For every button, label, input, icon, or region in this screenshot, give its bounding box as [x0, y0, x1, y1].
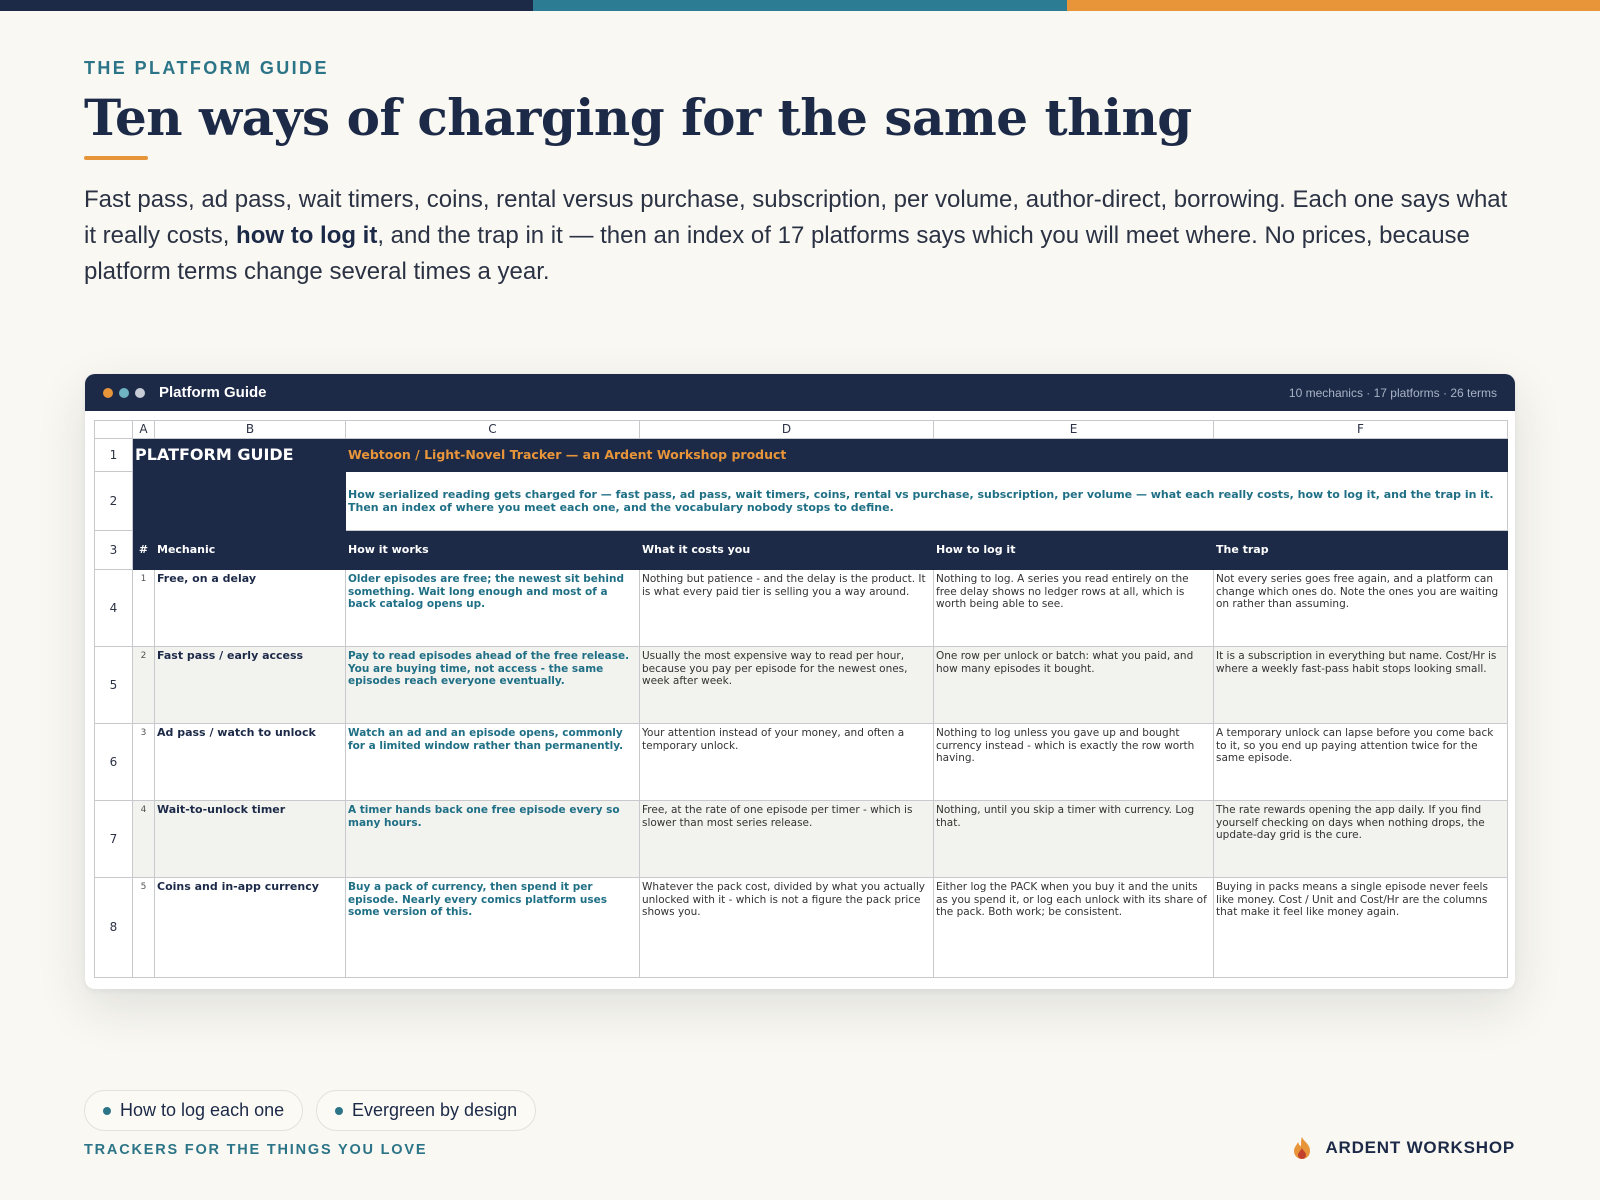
title-underline — [84, 156, 148, 160]
table-row — [95, 724, 1508, 801]
header-cell-how[interactable]: How it works — [346, 531, 640, 570]
mechanic-number[interactable]: 1 — [133, 570, 155, 647]
column-header[interactable]: C — [346, 421, 640, 439]
how-it-works-cell[interactable]: Buy a pack of currency, then spend it per episode. Nearly every comics platform uses some version of this. — [346, 878, 640, 978]
row-number[interactable]: 5 — [95, 647, 133, 724]
pill-dot — [103, 1107, 111, 1115]
row-number[interactable]: 8 — [95, 878, 133, 978]
intro-text-start: Fast pass, ad pass, wait timers, coins, rental versus purchase, subscription, per volume, author-direct, borrowing. Each one says what it really costs, — [84, 186, 1508, 249]
column-header[interactable]: B — [155, 421, 346, 439]
header-cell-trap[interactable]: The trap — [1214, 531, 1508, 570]
column-header[interactable]: E — [934, 421, 1214, 439]
table-row — [95, 801, 1508, 878]
column-header-row — [95, 421, 1508, 439]
mechanic-number[interactable]: 4 — [133, 801, 155, 878]
cost-cell[interactable]: Your attention instead of your money, and often a temporary unlock. — [640, 724, 934, 801]
trap-cell[interactable]: It is a subscription in everything but name. Cost/Hr is where a weekly fast-pass habit stops looking small. — [1214, 647, 1508, 724]
header-cell-hash[interactable]: # — [133, 531, 155, 570]
table-row — [95, 878, 1508, 978]
cost-cell[interactable]: Usually the most expensive way to read per hour, because you pay per episode for the newest ones, week after week. — [640, 647, 934, 724]
mechanic-number[interactable]: 3 — [133, 724, 155, 801]
trap-cell[interactable]: Buying in packs means a single episode never feels like money. Cost / Unit and Cost/Hr are the columns that make it feel like money again. — [1214, 878, 1508, 978]
intro-text-bold: how to log it — [236, 222, 378, 249]
pill-dot — [335, 1107, 343, 1115]
window-title: Platform Guide — [159, 384, 267, 401]
trap-cell[interactable]: The rate rewards opening the app daily. If you find yourself checking on days when nothing drops, the update-day grid is the cure. — [1214, 801, 1508, 878]
top-accent-bar — [0, 0, 1600, 11]
how-it-works-cell[interactable]: Pay to read episodes ahead of the free release. You are buying time, not access - the same episodes reach everyone eventually. — [346, 647, 640, 724]
table-row — [95, 647, 1508, 724]
row-number[interactable]: 6 — [95, 724, 133, 801]
header-cell-log[interactable]: How to log it — [934, 531, 1214, 570]
cost-cell[interactable]: Whatever the pack cost, divided by what you actually unlocked with it - which is not a figure the pack price shows you. — [640, 878, 934, 978]
intro-text-end: , and the trap in it — then an index of 17 platforms says which you will meet where. No prices, because platform terms change several times a year. — [84, 222, 1470, 285]
how-it-works-cell[interactable]: A timer hands back one free episode every so many hours. — [346, 801, 640, 878]
log-cell[interactable]: Nothing, until you skip a timer with currency. Log that. — [934, 801, 1214, 878]
footer-brand — [1291, 1136, 1515, 1160]
accent-segment-navy — [0, 0, 533, 11]
pill-evergreen[interactable] — [316, 1090, 536, 1131]
how-it-works-cell[interactable]: Watch an ad and an episode opens, commonly for a limited window rather than permanently. — [346, 724, 640, 801]
sheet-subtitle-cell[interactable]: Webtoon / Light-Novel Tracker — an Ardent Workshop product — [346, 439, 1508, 472]
header-cell-cost[interactable]: What it costs you — [640, 531, 934, 570]
mechanic-name[interactable]: Fast pass / early access — [155, 647, 346, 724]
log-cell[interactable]: Nothing to log. A series you read entirely on the free delay shows no ledger rows at all, which is worth being able to see. — [934, 570, 1214, 647]
window-titlebar — [85, 374, 1515, 411]
mechanic-number[interactable]: 2 — [133, 647, 155, 724]
window-dot-grey[interactable] — [135, 388, 145, 398]
table-row — [95, 570, 1508, 647]
log-cell[interactable]: One row per unlock or batch: what you paid, and how many episodes it bought. — [934, 647, 1214, 724]
accent-segment-orange — [1067, 0, 1600, 11]
column-header[interactable]: D — [640, 421, 934, 439]
column-header[interactable]: F — [1214, 421, 1508, 439]
header-cell-mechanic[interactable]: Mechanic — [155, 531, 346, 570]
sheet-row — [95, 439, 1508, 472]
pill-label: Evergreen by design — [352, 1100, 518, 1120]
sheet-navy-cell[interactable] — [133, 472, 346, 531]
window-meta: 10 mechanics · 17 platforms · 26 terms — [1288, 385, 1497, 400]
accent-segment-teal — [533, 0, 1066, 11]
cost-cell[interactable]: Nothing but patience - and the delay is the product. It is what every paid tier is selling you a way around. — [640, 570, 934, 647]
row-number[interactable]: 7 — [95, 801, 133, 878]
flame-icon — [1291, 1136, 1313, 1160]
footer-tagline: TRACKERS FOR THE THINGS YOU LOVE — [84, 1142, 428, 1158]
spreadsheet-window — [85, 374, 1515, 989]
corner-cell[interactable] — [95, 421, 133, 439]
sheet-header-row — [95, 531, 1508, 570]
pill-log-each-one[interactable] — [84, 1090, 303, 1131]
column-header[interactable]: A — [133, 421, 155, 439]
log-cell[interactable]: Either log the PACK when you buy it and the units as you spend it, or log each unlock with its share of the pack. Both work; be consistent. — [934, 878, 1214, 978]
sheet-row — [95, 472, 1508, 531]
intro-paragraph — [84, 182, 1524, 290]
page-title: Ten ways of charging for the same thing — [84, 88, 1192, 147]
mechanic-name[interactable]: Free, on a delay — [155, 570, 346, 647]
mechanic-number[interactable]: 5 — [133, 878, 155, 978]
cost-cell[interactable]: Free, at the rate of one episode per timer - which is slower than most series release. — [640, 801, 934, 878]
trap-cell[interactable]: A temporary unlock can lapse before you come back to it, so you end up paying attention twice for the same episode. — [1214, 724, 1508, 801]
spreadsheet-grid — [94, 420, 1508, 978]
window-dot-orange[interactable] — [103, 388, 113, 398]
sheet-description-cell[interactable]: How serialized reading gets charged for — fast pass, ad pass, wait timers, coins, rental vs purchase, subscription, per volume — what each really costs, how to log it, and the trap in it. Then an index of where you meet each one, and the vocabulary nobody stops to define. — [346, 472, 1508, 531]
window-dot-teal[interactable] — [119, 388, 129, 398]
footer-brand-name: ARDENT WORKSHOP — [1325, 1138, 1515, 1157]
log-cell[interactable]: Nothing to log unless you gave up and bought currency instead - which is exactly the row worth having. — [934, 724, 1214, 801]
how-it-works-cell[interactable]: Older episodes are free; the newest sit behind something. Wait long enough and most of a back catalog opens up. — [346, 570, 640, 647]
row-number[interactable]: 2 — [95, 472, 133, 531]
sheet-brand-cell[interactable]: PLATFORM GUIDE — [133, 439, 346, 472]
mechanic-name[interactable]: Wait-to-unlock timer — [155, 801, 346, 878]
row-number[interactable]: 1 — [95, 439, 133, 472]
trap-cell[interactable]: Not every series goes free again, and a platform can change which ones do. Note the ones you are waiting on rather than assuming. — [1214, 570, 1508, 647]
row-number[interactable]: 4 — [95, 570, 133, 647]
mechanic-name[interactable]: Coins and in-app currency — [155, 878, 346, 978]
row-number[interactable]: 3 — [95, 531, 133, 570]
eyebrow: THE PLATFORM GUIDE — [84, 58, 329, 78]
mechanic-name[interactable]: Ad pass / watch to unlock — [155, 724, 346, 801]
pill-label: How to log each one — [120, 1100, 285, 1120]
